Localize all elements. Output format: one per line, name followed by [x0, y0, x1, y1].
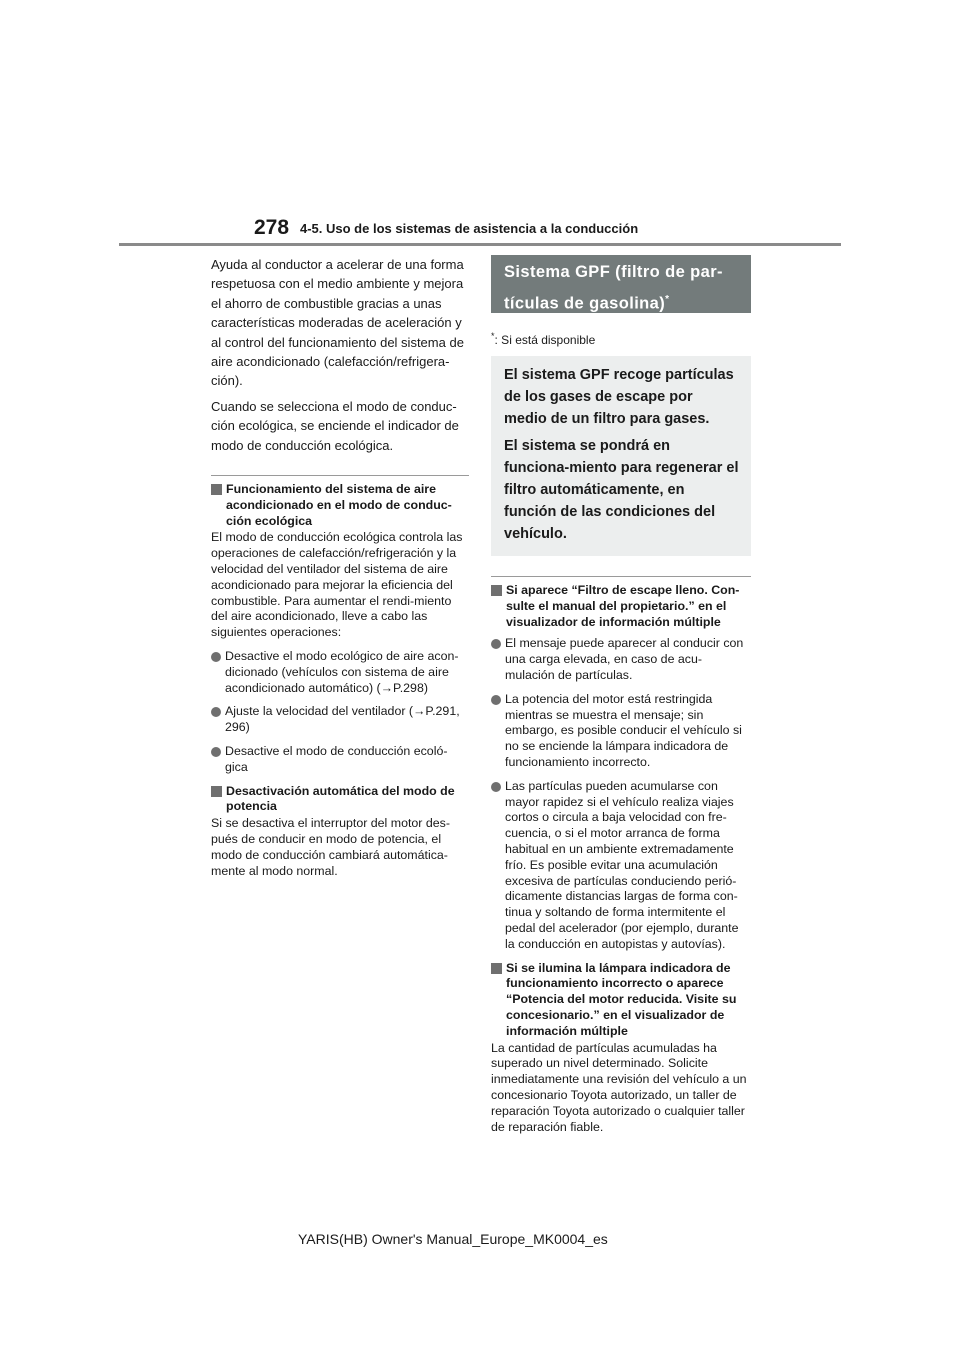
- round-bullet-icon: [211, 707, 221, 717]
- round-bullet-icon: [211, 747, 221, 757]
- gpf-title-line: Sistema GPF (filtro de par-: [504, 263, 723, 281]
- section-heading: [211, 482, 469, 529]
- page-number: 278: [254, 216, 290, 239]
- list-item: [211, 649, 469, 696]
- list-item: [491, 692, 751, 771]
- list-item-text: Ajuste la velocidad del ventilador (→P.291, 296): [225, 704, 460, 735]
- square-bullet-icon: [491, 585, 502, 596]
- section-heading-text: Si se ilumina la lámpara indicadora de funcionamiento incorrecto o aparece “Potencia del motor reducida. Visite su concesionario.” en el visualizador de información múltiple: [506, 960, 737, 1038]
- round-bullet-icon: [211, 652, 221, 662]
- gpf-title-box: [491, 255, 751, 313]
- intro-paragraph: Cuando se selecciona el modo de conduc-ción ecológica, se enciende el indicador de modo de conducción ecológica.: [211, 398, 459, 453]
- section-heading-text: Desactivación automática del modo de potencia: [226, 783, 455, 814]
- square-bullet-icon: [211, 484, 222, 495]
- gpf-title-line: [504, 286, 739, 318]
- section-heading: [491, 961, 751, 1040]
- section-divider: [491, 576, 751, 1135]
- footnote-text: : Si está disponible: [494, 333, 596, 347]
- summary-paragraph: El sistema se pondrá en funciona-miento para regenerar el filtro automáticamente, en función de las condiciones del vehículo.: [504, 438, 739, 542]
- footnote-marker: *: [491, 331, 495, 341]
- list-item-text: Desactive el modo ecológico de aire acon-dicionado (vehículos con sistema de aire acondicionado automático) (→P.298): [225, 649, 459, 695]
- section-divider: [211, 475, 469, 879]
- section-body: La cantidad de partículas acumuladas ha superado un nivel determinado. Solicite inmediatamente una revisión del vehículo a un concesionario Toyota autorizado, un taller de reparación Toyota autorizado o cualquier taller de reparación fiable.: [491, 1040, 747, 1134]
- right-column: [491, 255, 751, 1143]
- list-item-text: Las partículas pueden acumularse con mayor rapidez si el vehículo realiza viajes cortos o circula a baja velocidad con fre-cuencia, o si el motor arranca de forma habitual en un ambiente extremadamente frío. Es posible evitar una acumulación excesiva de partículas conduciendo perió-dicamente distancias largas de forma con-tinua y soltando de forma intermitente el pedal del acelerador (por ejemplo, durante la conducción en autopistas y autovías).: [505, 778, 739, 951]
- footer-text: YARIS(HB) Owner's Manual_Europe_MK0004_es: [298, 1231, 608, 1247]
- summary-paragraph: El sistema GPF recoge partículas de los gases de escape por medio de un filtro para gases.: [504, 367, 734, 427]
- round-bullet-icon: [491, 782, 501, 792]
- section-heading-text: Si aparece “Filtro de escape lleno. Con-sulte el manual del propietario.” en el visualizador de información múltiple: [506, 583, 740, 629]
- square-bullet-icon: [491, 963, 502, 974]
- gpf-title-text: tículas de gasolina): [504, 294, 666, 313]
- footnote-marker: *: [665, 294, 670, 305]
- section-heading: [211, 784, 469, 816]
- list-item: [211, 744, 469, 776]
- square-bullet-icon: [211, 786, 222, 797]
- list-item-text: El mensaje puede aparecer al conducir con una carga elevada, en caso de acu-mulación de partículas.: [505, 636, 744, 682]
- list-item: [491, 636, 751, 683]
- list-item: [491, 779, 751, 953]
- list-item-text: La potencia del motor está restringida mientras se muestra el mensaje; sin embargo, es posible conducir el vehículo si no se enciende la lámpara indicadora de funcionamiento incorrecto.: [505, 691, 742, 769]
- list-item-text: Desactive el modo de conducción ecoló-gica: [225, 744, 448, 774]
- summary-box: [491, 356, 751, 556]
- section-body: El modo de conducción ecológica controla las operaciones de calefacción/refrigeración y la velocidad del ventilador del sistema de aire acondicionado para mejorar la eficiencia del combustible. Para aumentar el rendi-miento del aire acondicionado, lleve a cabo las siguientes operaciones:: [211, 530, 463, 640]
- section-heading: [491, 583, 751, 630]
- section-body: Si se desactiva el interruptor del motor des-pués de conducir en modo de potencia, el modo de conducción cambiará automática-mente al modo normal.: [211, 816, 450, 878]
- round-bullet-icon: [491, 695, 501, 705]
- section-title: 4-5. Uso de los sistemas de asistencia a la conducción: [300, 221, 639, 236]
- intro-paragraph: Ayuda al conductor a acelerar de una forma respetuosa con el medio ambiente y mejora el ahorro de combustible gracias a unas características moderadas de aceleración y al control del funcionamiento del sistema de aire acondicionado (calefacción/refrigera-ción).: [211, 257, 464, 389]
- round-bullet-icon: [491, 639, 501, 649]
- left-column: [211, 255, 469, 887]
- footnote: [491, 329, 751, 347]
- section-heading-text: Funcionamiento del sistema de aire acondicionado en el modo de conduc-ción ecológica: [226, 482, 452, 528]
- list-item: [211, 704, 469, 736]
- header-divider: [119, 243, 841, 246]
